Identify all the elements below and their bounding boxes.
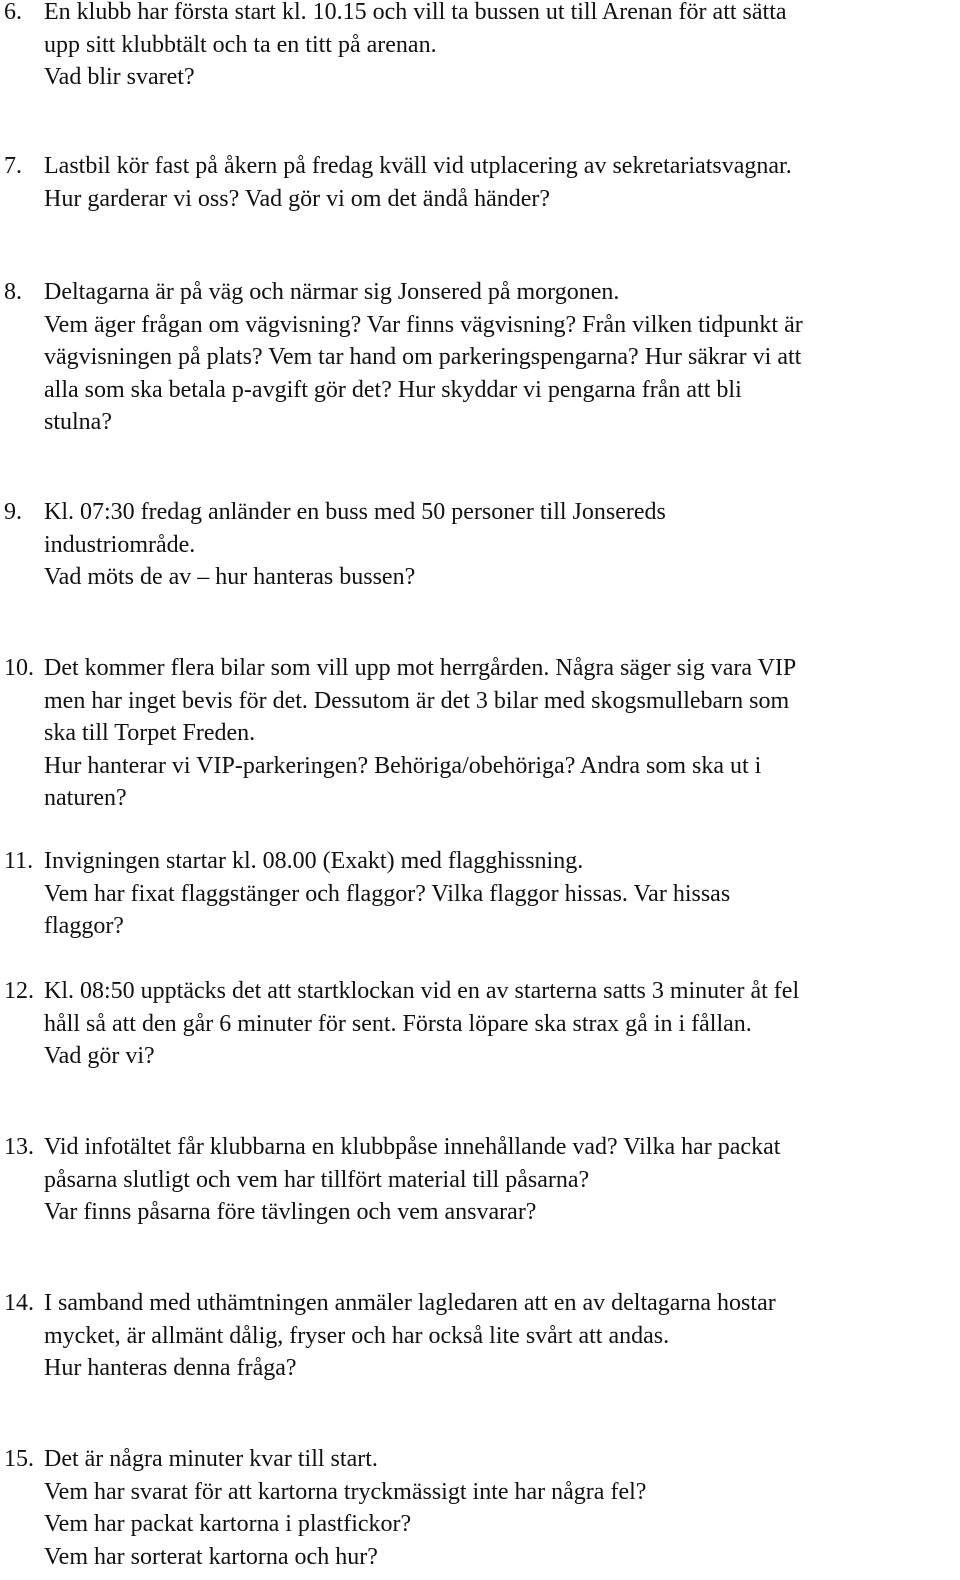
text-line: Vad gör vi? bbox=[44, 1043, 155, 1070]
text-line: Vad möts de av – hur hanteras bussen? bbox=[44, 564, 416, 591]
question-14 bbox=[0, 1287, 960, 1385]
text-line: Vem äger frågan om vägvisning? Var finns vägvisning? Från vilken tidpunkt är bbox=[44, 311, 803, 338]
text-line: Vid infotältet får klubbarna en klubbpåse innehållande vad? Vilka har packat bbox=[44, 1134, 781, 1160]
text-line: Vem har svarat för att kartorna tryckmässigt inte har några fel? bbox=[44, 1478, 647, 1505]
question-8 bbox=[0, 276, 960, 439]
text-line: mycket, är allmänt dålig, fryser och har också lite svårt att andas. bbox=[44, 1322, 670, 1349]
question-number: 15. bbox=[4, 1446, 34, 1472]
question-text bbox=[44, 0, 956, 94]
text-line: En klubb har första start kl. 10.15 och vill ta bussen ut till Arenan för att sätta bbox=[44, 0, 787, 25]
text-line: Deltagarna är på väg och närmar sig Jonsered på morgonen. bbox=[44, 279, 620, 305]
text-line: Kl. 07:30 fredag anländer en buss med 50 personer till Jonsereds bbox=[44, 499, 666, 525]
text-line: Invigningen startar kl. 08.00 (Exakt) med flagghissning. bbox=[44, 848, 584, 874]
text-line: Var finns påsarna före tävlingen och vem ansvarar? bbox=[44, 1199, 537, 1226]
question-15 bbox=[0, 1443, 960, 1573]
text-line: flaggor? bbox=[44, 913, 124, 940]
text-line: ska till Torpet Freden. bbox=[44, 720, 256, 747]
question-text bbox=[44, 1131, 956, 1229]
question-number: 9. bbox=[4, 499, 22, 525]
question-text bbox=[44, 975, 956, 1073]
question-number: 6. bbox=[4, 0, 22, 25]
question-number: 10. bbox=[4, 655, 34, 681]
question-10 bbox=[0, 652, 960, 815]
question-13 bbox=[0, 1131, 960, 1229]
text-line: Hur garderar vi oss? Vad gör vi om det ändå händer? bbox=[44, 185, 551, 212]
text-line: Det kommer flera bilar som vill upp mot herrgården. Några säger sig vara VIP bbox=[44, 655, 797, 681]
text-line: Vem har fixat flaggstänger och flaggor? Vilka flaggor hissas. Var hissas bbox=[44, 880, 731, 907]
text-line: påsarna slutligt och vem har tillfört material till påsarna? bbox=[44, 1166, 590, 1193]
text-line: Kl. 08:50 upptäcks det att startklockan vid en av starterna satts 3 minuter åt fel bbox=[44, 978, 800, 1004]
question-number: 11. bbox=[4, 848, 34, 874]
text-line: upp sitt klubbtält och ta en titt på arenan. bbox=[44, 31, 437, 58]
question-number: 12. bbox=[4, 978, 34, 1004]
question-number: 13. bbox=[4, 1134, 34, 1160]
question-11 bbox=[0, 845, 960, 943]
text-line: Hur hanterar vi VIP-parkeringen? Behöriga/obehöriga? Andra som ska ut i bbox=[44, 752, 762, 779]
text-line: industriområde. bbox=[44, 531, 196, 558]
question-number: 8. bbox=[4, 279, 22, 305]
question-text bbox=[44, 1443, 956, 1573]
question-text bbox=[44, 150, 956, 215]
text-line: stulna? bbox=[44, 409, 112, 436]
text-line: I samband med uthämtningen anmäler lagledaren att en av deltagarna hostar bbox=[44, 1290, 776, 1316]
text-line: alla som ska betala p-avgift gör det? Hur skyddar vi pengarna från att bli bbox=[44, 376, 742, 403]
question-text bbox=[44, 652, 956, 815]
text-line: men har inget bevis för det. Dessutom är det 3 bilar med skogsmullebarn som bbox=[44, 687, 790, 714]
text-line: Vad blir svaret? bbox=[44, 64, 195, 91]
question-7 bbox=[0, 150, 960, 215]
question-6 bbox=[0, 0, 960, 94]
text-line: Lastbil kör fast på åkern på fredag kväll vid utplacering av sekretariatsvagnar. bbox=[44, 153, 792, 179]
text-line: Vem har packat kartorna i plastfickor? bbox=[44, 1511, 412, 1538]
question-number: 14. bbox=[4, 1290, 34, 1316]
text-line: naturen? bbox=[44, 785, 127, 812]
question-number: 7. bbox=[4, 153, 22, 179]
question-text bbox=[44, 276, 956, 439]
text-line: Vem har sorterat kartorna och hur? bbox=[44, 1543, 378, 1570]
question-9 bbox=[0, 496, 960, 594]
text-line: Hur hanteras denna fråga? bbox=[44, 1355, 297, 1382]
question-text bbox=[44, 1287, 956, 1385]
text-line: Det är några minuter kvar till start. bbox=[44, 1446, 378, 1472]
question-text bbox=[44, 845, 956, 943]
question-12 bbox=[0, 975, 960, 1073]
text-line: vägvisningen på plats? Vem tar hand om parkeringspengarna? Hur säkrar vi att bbox=[44, 344, 802, 371]
question-text bbox=[44, 496, 956, 594]
text-line: håll så att den går 6 minuter för sent. Första löpare ska strax gå in i fållan. bbox=[44, 1010, 752, 1037]
